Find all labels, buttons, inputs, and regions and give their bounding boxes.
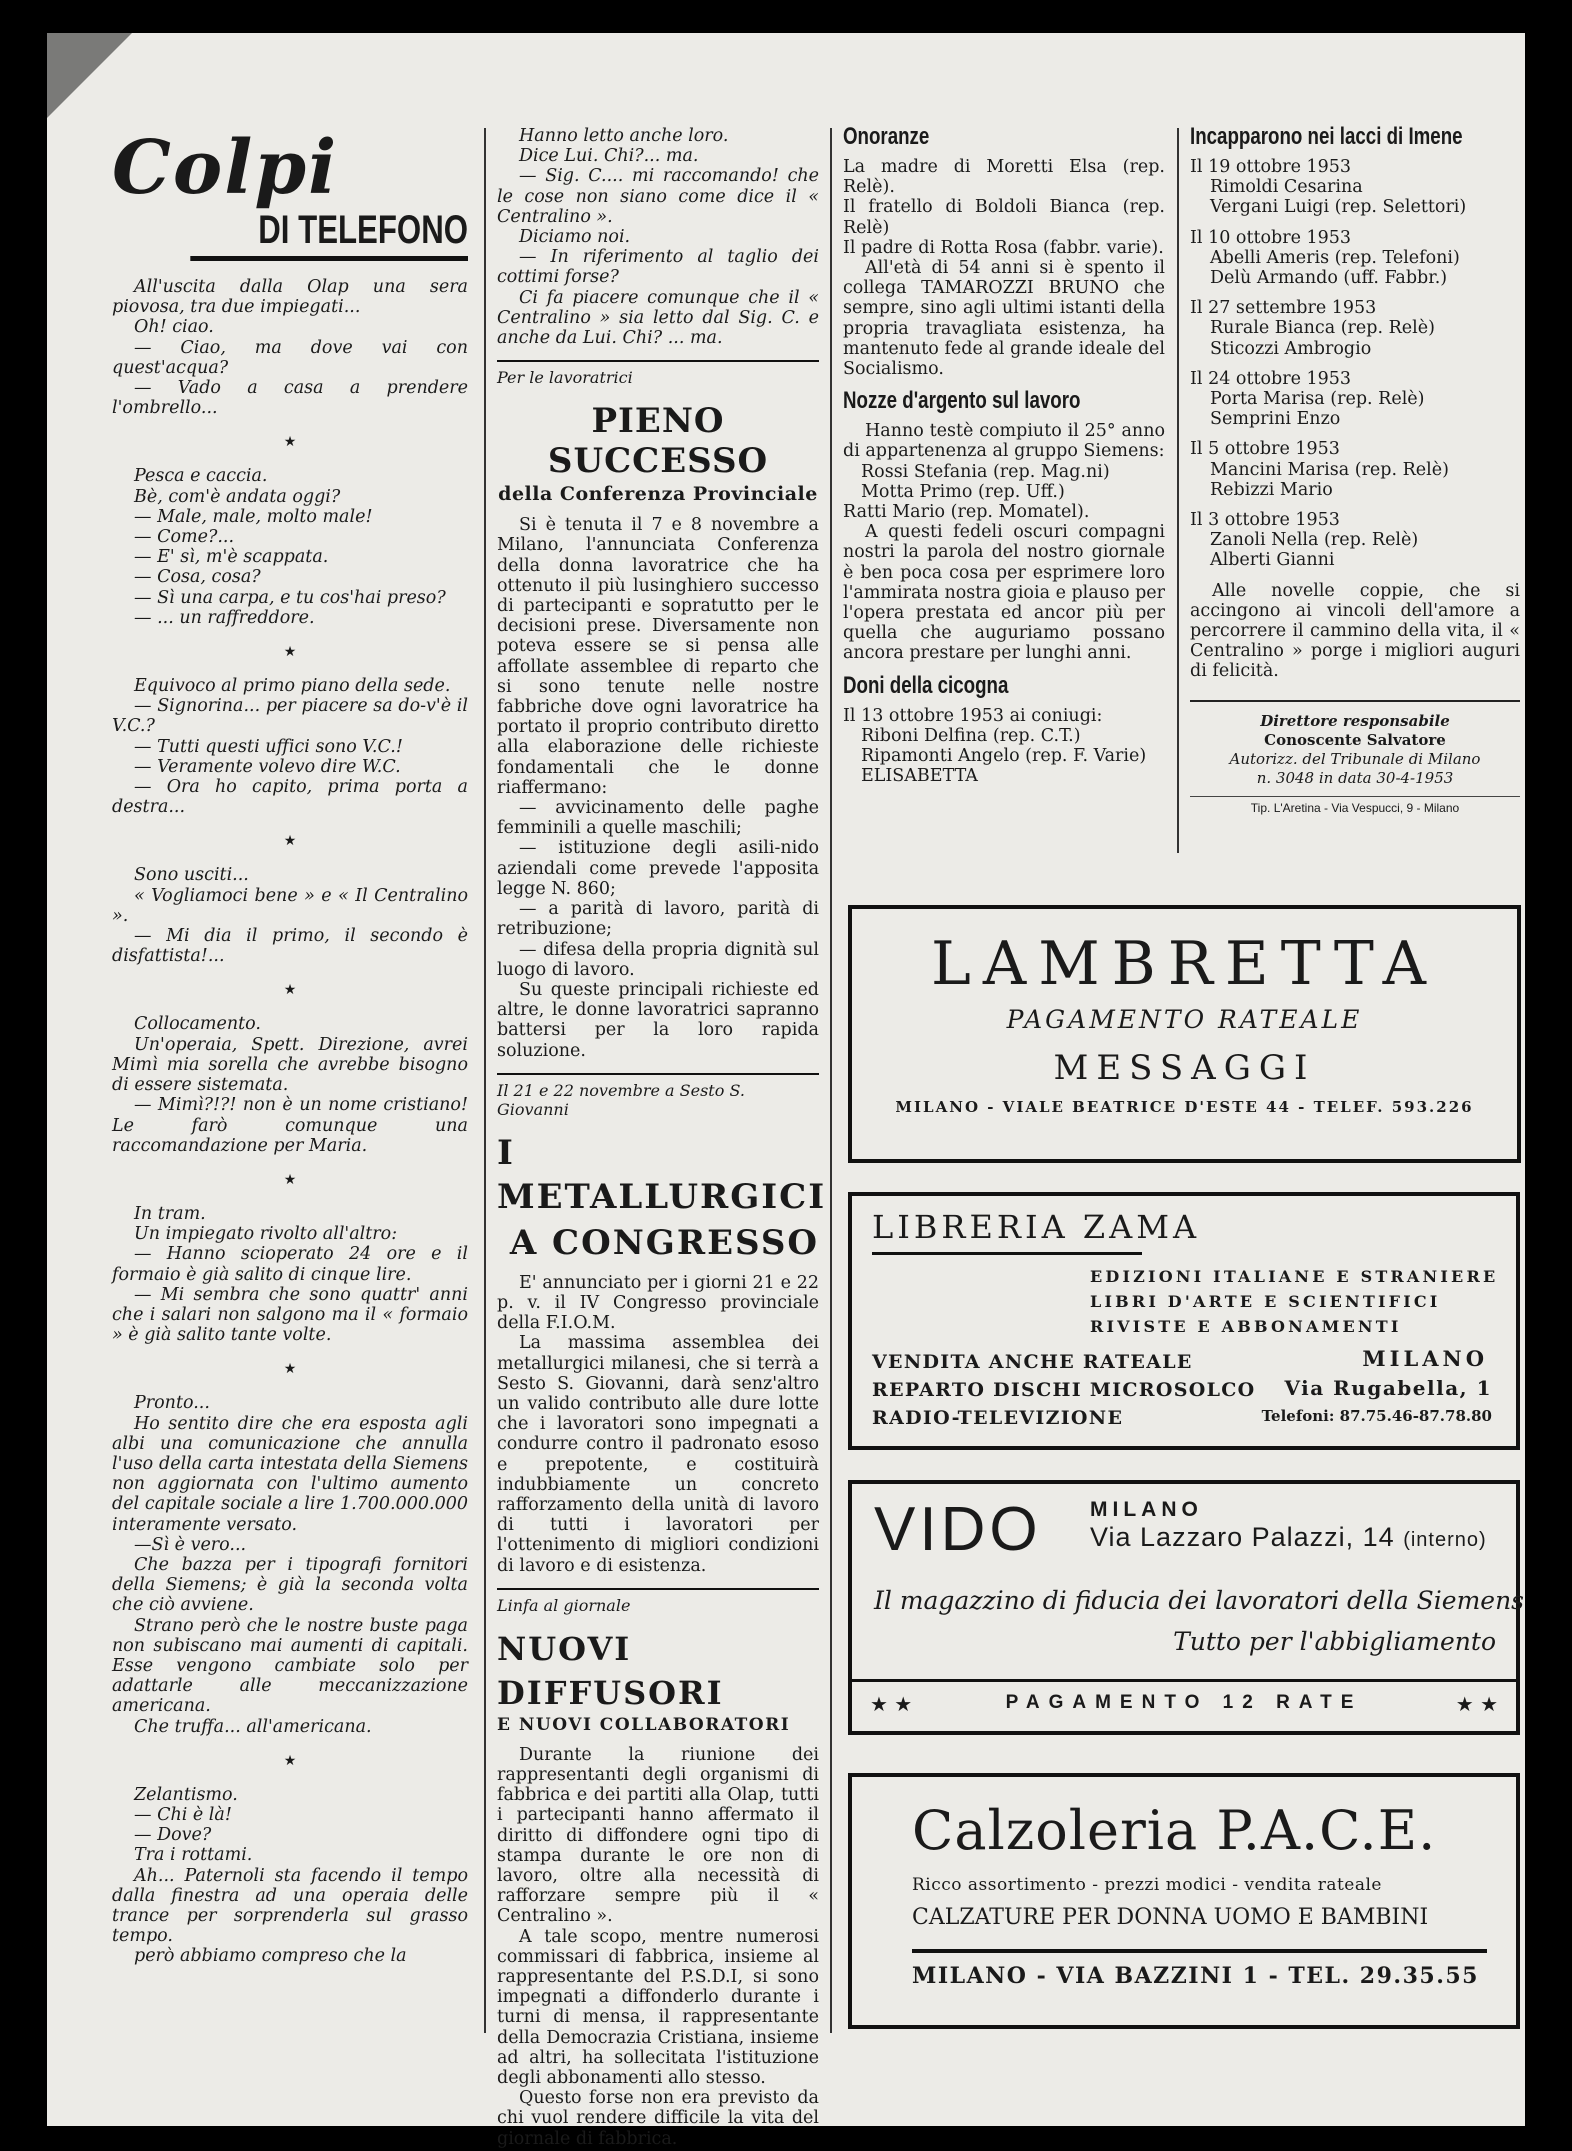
- column-center: [497, 126, 827, 2149]
- pace-line-2: CALZATURE PER DONNA UOMO E BAMBINI: [912, 1905, 1429, 1930]
- article-title-colpi: Colpi: [112, 125, 339, 211]
- vido-banner: PAGAMENTO 12 RATE: [1005, 1692, 1363, 1713]
- intro-line: — In riferimento al taglio dei cottimi forse?: [497, 247, 819, 288]
- joke-line: Un'operaia, Spett. Direzione, avrei Mimì mia sorella che avrebbe bisogno di essere sistemata.: [112, 1034, 468, 1096]
- tipografia: Tip. L'Aretina - Via Vespucci, 9 - Milano: [1190, 796, 1520, 815]
- wedding-entry: [1190, 439, 1520, 500]
- subhead-collaboratori: E NUOVI COLLABORATORI: [497, 1714, 791, 1735]
- kicker-sesto: Il 21 e 22 novembre a Sesto S. Giovanni: [497, 1073, 819, 1119]
- wedding-name: Alberti Gianni: [1210, 550, 1335, 571]
- paragraph: Su queste principali richieste ed altre, le donne lavoratrici sapranno battersi per la loro rapida soluzione.: [497, 979, 819, 1061]
- joke-line: — Dove?: [134, 1825, 212, 1846]
- paragraph: Durante la riunione dei rappresentanti degli organismi di fabbrica e dei partiti alla Olap, tutti i partecipanti hanno affermato il diritto di diffondere ogni tipo di stampa durante le ore non di lavoro, oltre alla necessità di rafforzare sempre più il « Centralino ».: [497, 1744, 819, 1927]
- intro-line: Diciamo noi.: [519, 227, 631, 248]
- joke-line: —Sì è vero...: [134, 1534, 247, 1555]
- lambretta-sub: PAGAMENTO RATEALE: [1006, 1005, 1363, 1034]
- joke-line: — E' sì, m'è scappata.: [134, 547, 329, 568]
- autorizzazione-numero: n. 3048 in data 30-4-1953: [1256, 768, 1454, 787]
- zama-line: RIVISTE E ABBONAMENTI: [1090, 1317, 1402, 1336]
- wedding-entry: [1190, 298, 1520, 359]
- zama-city: MILANO: [1362, 1346, 1488, 1371]
- wedding-date: Il 5 ottobre 1953: [1190, 439, 1340, 460]
- joke-heading: Tra i rottami.: [134, 1845, 253, 1866]
- zama-line: EDIZIONI ITALIANE E STRANIERE: [1090, 1267, 1499, 1286]
- joke-line: — Chi è là!: [134, 1804, 232, 1825]
- joke-line: — Signorina... per piacere sa do-v'è il V.C.?: [112, 696, 468, 737]
- vido-street-note: (interno): [1403, 1529, 1487, 1551]
- zama-service: RADIO-TELEVIZIONE: [872, 1407, 1124, 1429]
- paragraph: Si è tenuta il 7 e 8 novembre a Milano, l'annunciata Conferenza della donna lavoratrice che ha ottenuto il più lusinghiero successo di partecipanti e sopratutto per le decisioni prese. Diversamente non poteva essere se si pensa alle affollate assemblee di reparto che si sono tenute nelle nostre fabbriche dove ogni lavoratrice ha portato il proprio contributo diretto alla elaborazione delle richieste fondamentali che le donne riaffermano:: [497, 515, 819, 798]
- paragraph: — istituzione degli asili-nido aziendali come prevede l'apposita legge N. 860;: [497, 838, 819, 899]
- intro-line: Hanno letto anche loro.: [519, 126, 729, 146]
- joke-line: — Sì una carpa, e tu cos'hai preso?: [134, 587, 446, 608]
- wedding-name: Sticozzi Ambrogio: [1210, 338, 1372, 359]
- intro-continuation: [497, 126, 819, 348]
- wedding-name: Rurale Bianca (rep. Relè): [1210, 318, 1435, 339]
- pace-rule: [912, 1949, 1487, 1953]
- headline-pieno-successo: PIENO SUCCESSO: [547, 401, 769, 482]
- column-rule-2: [830, 128, 832, 2033]
- paragraph: E' annunciato per i giorni 21 e 22 p. v. il IV Congresso provinciale della F.I.O.M.: [497, 1272, 819, 1334]
- joke-line: — Tutti questi uffici sono V.C.!: [134, 736, 403, 757]
- zama-services: [872, 1348, 1256, 1432]
- joke-line: — Come?...: [134, 527, 235, 548]
- vido-street: Via Lazzaro Palazzi, 14: [1090, 1522, 1395, 1552]
- separator-star: ★: [283, 1171, 297, 1188]
- paragraph: — avvicinamento delle paghe femminili a quelle maschili;: [497, 798, 819, 839]
- direttore-name: Conoscente Salvatore: [1264, 730, 1446, 749]
- joke-line: — Mimì?!?! non è un nome cristiano! Le farò comunque una raccomandazione per Maria.: [112, 1095, 468, 1156]
- column-colpi-di-telefono: [112, 125, 468, 1967]
- column-notices: [843, 123, 1165, 786]
- vido-slogan-1: Il magazzino di fiducia dei lavoratori della Siemens: [874, 1586, 1524, 1615]
- zama-lines: [1090, 1264, 1498, 1339]
- joke-line: — Veramente volevo dire W.C.: [134, 756, 401, 777]
- article-body-colpi: [112, 277, 468, 1967]
- lambretta-address: MILANO - VIALE BEATRICE D'ESTE 44 - TELEF. 593.226: [895, 1098, 1474, 1116]
- weddings-list: [1190, 157, 1520, 571]
- nozze-name: Motta Primo (rep. Uff.): [861, 481, 1065, 502]
- joke-heading: In tram.: [134, 1203, 206, 1224]
- paragraph: — a parità di lavoro, parità di retribuzione;: [497, 899, 819, 940]
- wedding-entry: [1190, 510, 1520, 571]
- joke-line: — Cosa, cosa?: [134, 567, 261, 588]
- wedding-date: Il 3 ottobre 1953: [1190, 510, 1340, 531]
- nozze-names: [843, 462, 1165, 523]
- joke-line: — Hanno scioperato 24 ore e il formaio è già salito di cinque lire.: [112, 1244, 468, 1285]
- joke-line: — Vado a casa a prendere l'ombrello...: [112, 378, 468, 419]
- article-body-conferenza: [497, 515, 819, 1060]
- joke-heading: Pronto...: [134, 1393, 210, 1414]
- nozze-name: Rossi Stefania (rep. Mag.ni): [861, 461, 1110, 482]
- separator-star: ★: [283, 434, 297, 451]
- wedding-entry: [1190, 369, 1520, 430]
- cicogna-list: [843, 706, 1165, 787]
- separator-star: ★: [283, 1752, 297, 1769]
- zama-line: LIBRI D'ARTE E SCIENTIFICI: [1090, 1292, 1441, 1311]
- column-rule-1: [484, 128, 486, 2033]
- wedding-date: Il 24 ottobre 1953: [1190, 368, 1352, 389]
- ad-calzoleria-pace: [848, 1773, 1520, 2029]
- vido-banner-rule: [852, 1679, 1516, 1682]
- section-imene: Incapparono nei lacci di Imene: [1190, 123, 1463, 150]
- headline-metallurgici: I METALLURGICI: [497, 1132, 827, 1217]
- folded-corner: [47, 33, 132, 118]
- pace-line-1: Ricco assortimento - prezzi modici - vendita rateale: [912, 1875, 1382, 1895]
- vido-city: MILANO: [1090, 1498, 1203, 1521]
- wedding-date: Il 27 settembre 1953: [1190, 298, 1377, 319]
- pace-brand: Calzoleria P.A.C.E.: [912, 1799, 1437, 1862]
- joke-line: Ho sentito dire che era esposta agli albi una comunicazione che annulla l'uso della carta intestata della Siemens non aggiornata con l'ultimo aumento del capitale sociale a lire 1.700.000.000 interamente versato.: [112, 1413, 468, 1535]
- zama-service: REPARTO DISCHI MICROSOLCO: [872, 1379, 1256, 1401]
- cicogna-line: Riboni Delfina (rep. C.T.): [861, 725, 1081, 746]
- joke-line: — Ciao, ma dove vai con quest'acqua?: [112, 337, 468, 378]
- zama-street: Via Rugabella, 1: [1284, 1376, 1492, 1400]
- pace-address: MILANO - VIA BAZZINI 1 - TEL. 29.35.55: [912, 1963, 1479, 1989]
- nozze-outro: A questi fedeli oscuri compagni nostri la parola del nostro giornale è ben poca cosa per esprimere loro l'ammirata nostra gioia e plauso per l'opera prestata ed ancor più per quella che auguriamo possano ancora prestare per lunghi anni.: [843, 522, 1165, 664]
- wedding-name: Delù Armando (uff. Fabbr.): [1210, 268, 1448, 289]
- weddings-closing: Alle novelle coppie, che si accingono ai vincoli dell'amore a percorrere il cammino della vita, il « Centralino » porge i migliori auguri di felicità.: [1190, 580, 1520, 682]
- zama-phone: Telefoni: 87.75.46-87.78.80: [1261, 1407, 1492, 1425]
- wedding-date: Il 19 ottobre 1953: [1190, 157, 1352, 177]
- joke-line: Oh! ciao.: [134, 317, 214, 338]
- joke-line: — Male, male, molto male!: [134, 506, 373, 527]
- section-nozze-argento: Nozze d'argento sul lavoro: [843, 387, 1081, 415]
- ad-vido: [848, 1480, 1524, 1735]
- zama-service: VENDITA ANCHE RATEALE: [872, 1351, 1193, 1373]
- joke-line: Un impiegato rivolto all'altro:: [134, 1224, 398, 1245]
- separator-star: ★: [283, 833, 297, 850]
- column-rule-3: [1177, 128, 1179, 853]
- section-onoranze: Onoranze: [843, 123, 930, 150]
- vido-address: [1090, 1522, 1487, 1553]
- article-body-congresso: [497, 1273, 819, 1576]
- wedding-name: Zanoli Nella (rep. Relè): [1210, 530, 1419, 551]
- vido-brand: VIDO: [874, 1495, 1042, 1564]
- wedding-name: Porta Marisa (rep. Relè): [1210, 389, 1425, 410]
- column-weddings: [1190, 123, 1520, 815]
- joke-line: Ah... Paternoli sta facendo il tempo dalla finestra ad una operaia delle trance per sorprenderla sul grasso tempo.: [112, 1865, 468, 1947]
- joke-heading: Zelantismo.: [134, 1784, 238, 1805]
- joke-line: però abbiamo compreso che la: [134, 1946, 407, 1967]
- subhead-conferenza: della Conferenza Provinciale: [498, 483, 818, 506]
- lambretta-brand: LAMBRETTA: [931, 929, 1438, 999]
- paragraph: La massima assemblea dei metallurgici milanesi, che si terrà a Sesto S. Giovanni, darà senz'altro un valido contributo alle dure lotte che i lavoratori sono impegnati a condurre contro il padronato esoso e prepotente, e costituirà indubbiamente un concreto rafforzamento della unità di lavoro di tutti i lavoratori per l'ottenimento di migliori condizioni di lavoro e di esistenza.: [497, 1333, 819, 1576]
- headline-congresso: A CONGRESSO: [509, 1222, 819, 1263]
- ad-lambretta: [848, 905, 1521, 1163]
- paragraph: — difesa della propria dignità sul luogo di lavoro.: [497, 939, 819, 980]
- wedding-name: Rimoldi Cesarina: [1210, 177, 1363, 198]
- article-body-diffusori: [497, 1745, 819, 2149]
- joke-line: Bè, com'è andata oggi?: [134, 486, 341, 507]
- nozze-intro: Hanno testè compiuto il 25° anno di appartenenza al gruppo Siemens:: [843, 421, 1165, 462]
- joke-line: Che bazza per i tipografi fornitori della Siemens; è già la seconda volta che ciò avviene.: [112, 1554, 468, 1616]
- joke-line: All'uscita dalla Olap una sera piovosa, tra due impiegati...: [112, 277, 468, 318]
- joke-heading: Pesca e caccia.: [134, 466, 268, 487]
- divider: [1190, 700, 1520, 702]
- zama-brand: LIBRERIA ZAMA: [872, 1208, 1201, 1246]
- onoranza-item: All'età di 54 anni si è spento il collega TAMAROZZI BRUNO che sempre, sino agli ultimi istanti della propria travagliata esistenza, ha mantenuto fede al grande ideale del Socialismo.: [843, 258, 1165, 380]
- cicogna-line: Ripamonti Angelo (rep. F. Varie): [861, 746, 1147, 767]
- paragraph: A tale scopo, mentre numerosi commissari di fabbrica, insieme al rappresentante del P.S.D.I, si sono impegnati a diffonderlo durante i turni di mensa, il rappresentante della Democrazia Cristiana, insieme ad altri, ha sollecitata l'istituzione degli abbonamenti allo stesso.: [497, 1926, 819, 2089]
- autorizzazione: Autorizz. del Tribunale di Milano: [1229, 749, 1481, 768]
- lambretta-dealer: MESSAGGI: [1053, 1048, 1316, 1088]
- separator-star: ★: [283, 982, 297, 999]
- headline-nuovi-diffusori: NUOVI DIFFUSORI: [497, 1629, 724, 1712]
- intro-line: — Sig. C.... mi raccomando! che le cose non siano come dice il « Centralino ».: [497, 166, 819, 227]
- kicker-linfa: Linfa al giornale: [497, 1588, 819, 1615]
- vido-stars-right: ★ ★: [1455, 1692, 1498, 1716]
- vido-slogan-2: Tutto per l'abbigliamento: [1173, 1627, 1496, 1656]
- wedding-date: Il 10 ottobre 1953: [1190, 227, 1352, 248]
- separator-star: ★: [283, 644, 297, 661]
- cicogna-line: Il 13 ottobre 1953 ai coniugi:: [843, 705, 1103, 726]
- onoranze-list: [843, 157, 1165, 379]
- wedding-name: Rebizzi Mario: [1210, 479, 1333, 500]
- joke-heading: Collocamento.: [134, 1014, 261, 1035]
- article-title-telefono: DI TELEFONO: [190, 208, 468, 261]
- zama-underline: [872, 1252, 1142, 1255]
- wedding-name: Abelli Ameris (rep. Telefoni): [1210, 247, 1460, 268]
- joke-line: — Ora ho capito, prima porta a destra...: [112, 777, 468, 818]
- onoranza-item: Il padre di Rotta Rosa (fabbr. varie).: [843, 237, 1164, 258]
- wedding-name: Mancini Marisa (rep. Relè): [1210, 459, 1449, 480]
- joke-line: — ... un raffreddore.: [134, 607, 315, 628]
- nozze-name: Ratti Mario (rep. Momatel).: [843, 502, 1090, 523]
- section-cicogna: Doni della cicogna: [843, 671, 1009, 699]
- joke-heading: Equivoco al primo piano della sede.: [134, 676, 451, 697]
- intro-line: Ci fa piacere comunque che il « Centralino » sia letto dal Sig. C. e anche da Lui. Chi? ... ma.: [497, 287, 819, 349]
- ad-libreria-zama: [848, 1192, 1520, 1450]
- onoranza-item: La madre di Moretti Elsa (rep. Relè).: [843, 157, 1165, 198]
- joke-line: — Mi sembra che sono quattr' anni che i salari non salgono ma il « formaio » è già salito tante volte.: [112, 1284, 468, 1346]
- intro-line: Dice Lui. Chi?... ma.: [519, 146, 699, 167]
- joke-line: — Mi dia il primo, il secondo è disfattista!...: [112, 926, 468, 967]
- wedding-name: Vergani Luigi (rep. Selettori): [1210, 197, 1467, 218]
- wedding-entry: [1190, 228, 1520, 289]
- wedding-entry: [1190, 157, 1520, 218]
- vido-stars-left: ★ ★: [870, 1692, 913, 1716]
- joke-heading: Sono usciti...: [134, 865, 249, 886]
- direttore-label: Direttore responsabile: [1260, 711, 1450, 730]
- onoranza-item: Il fratello di Boldoli Bianca (rep. Relè): [843, 197, 1165, 238]
- wedding-name: Semprini Enzo: [1210, 409, 1341, 430]
- cicogna-line: ELISABETTA: [861, 766, 978, 787]
- joke-line: « Vogliamoci bene » e « Il Centralino ».: [112, 885, 468, 926]
- kicker-lavoratrici: Per le lavoratrici: [497, 360, 819, 387]
- paragraph: Questo forse non era previsto da chi vuol rendere difficile la vita del giornale di fabbrica.: [497, 2088, 819, 2149]
- joke-line: Che truffa... all'americana.: [134, 1716, 372, 1737]
- separator-star: ★: [283, 1361, 297, 1378]
- joke-line: Strano però che le nostre buste paga non subiscano mai aumenti di capitali. Esse vengono cambiate solo per adattarle alle meccanizzazione americana.: [112, 1615, 468, 1717]
